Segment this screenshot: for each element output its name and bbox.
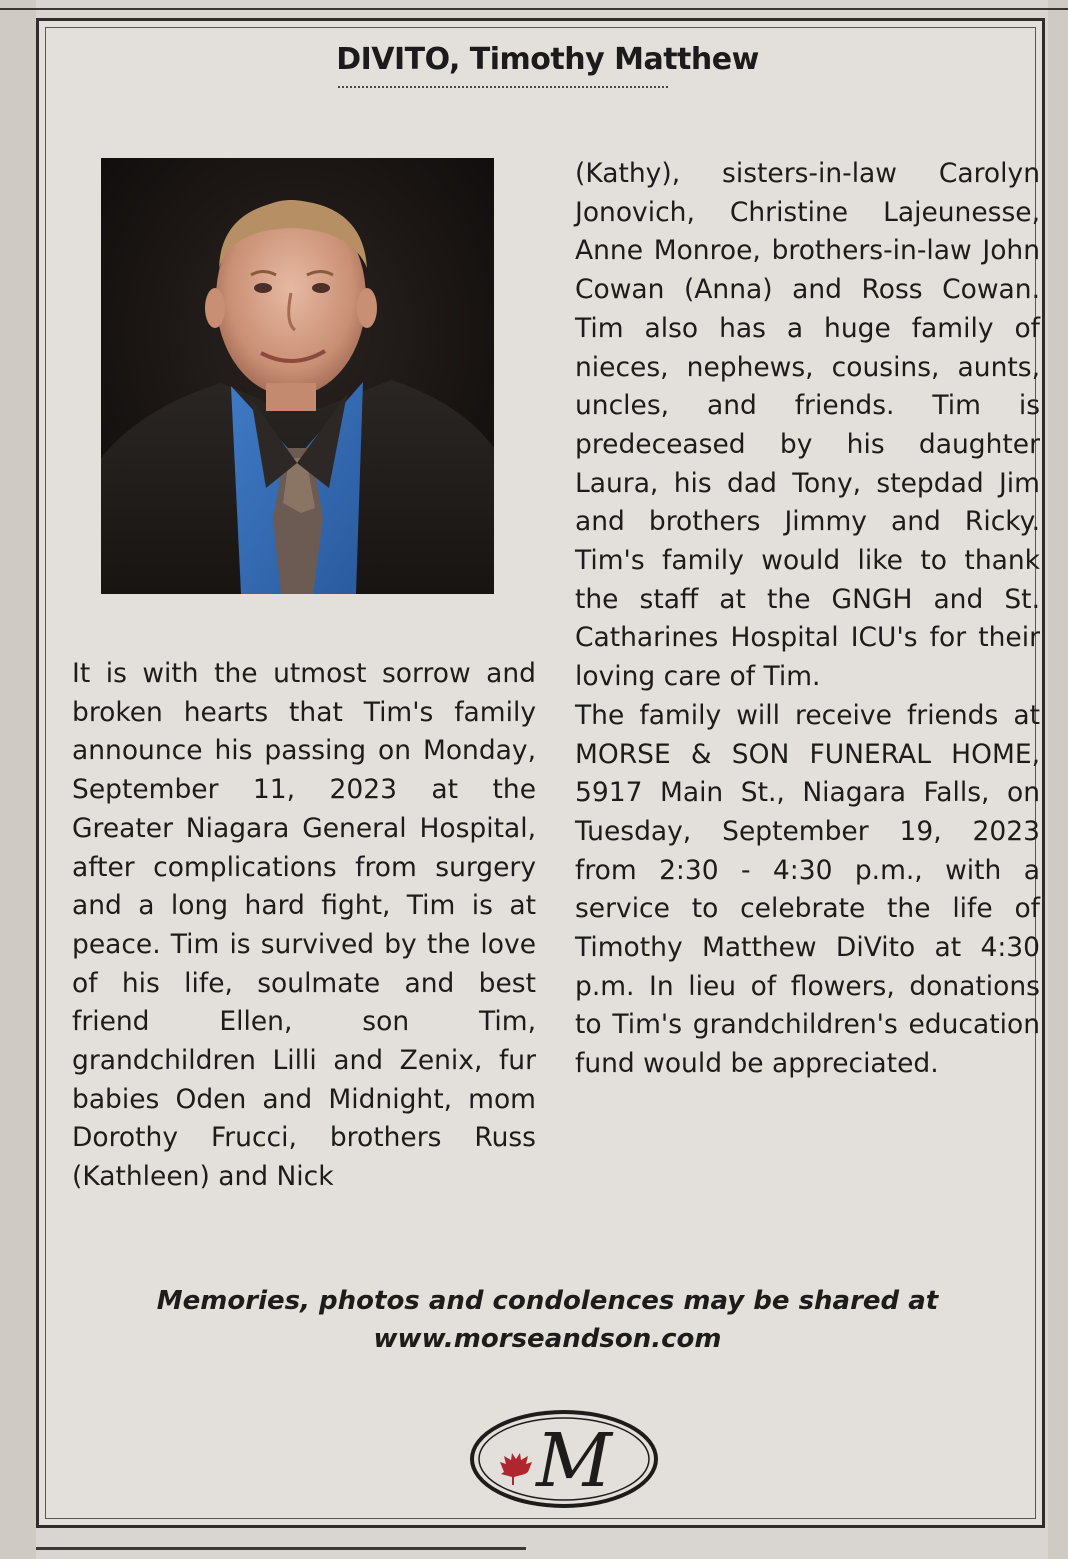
adjacent-column-right <box>1048 0 1068 1559</box>
maple-leaf-icon <box>500 1453 532 1485</box>
title-underline <box>338 86 668 88</box>
funeral-home-logo <box>466 1406 662 1512</box>
portrait-illustration <box>101 158 494 594</box>
obituary-paragraph-family: (Kathy), sisters-in-law Carolyn Jonovich, Christine Lajeunesse, Anne Monroe, brothers-in-law John Cowan (Anna) and Ross Cowan. Tim also has a huge family of nieces, nephews, cousins, aunts, uncles, and friends. Tim is predeceased by his daughter Laura, his dad Tony, stepdad Jim and brothers Jimmy and Ricky. Tim's family would like to thank the staff at the GNGH and St. Catharines Hospital ICU's for their loving care of Tim. <box>575 158 1040 693</box>
top-rule <box>0 0 1068 10</box>
notice-inner-border <box>45 27 1040 1519</box>
website-link[interactable]: www.morseandson.com <box>373 1324 722 1354</box>
obituary-column-right <box>575 155 1040 1084</box>
condolences-text: Memories, photos and condolences may be shared at <box>156 1286 939 1316</box>
condolences-footer <box>46 1282 1049 1358</box>
obituary-column-left: It is with the utmost sorrow and broken hearts that Tim's family announce his passing on Monday, September 11, 2023 at the Greater Niagara General Hospital, after complications from surgery and a long hard fight, Tim is at peace. Tim is survived by the love of his life, soulmate and best friend Ellen, son Tim, grandchildren Lilli and Zenix, fur babies Oden and Midnight, mom Dorothy Frucci, brothers Russ (Kathleen) and Nick <box>72 658 536 1193</box>
bottom-rule <box>36 1547 526 1554</box>
logo-letter: M <box>536 1418 612 1504</box>
portrait-photo <box>101 158 494 594</box>
adjacent-column-left <box>0 0 36 1559</box>
obituary-paragraph-visitation: The family will receive friends at MORSE & SON FUNERAL HOME, 5917 Main St., Niagara Falls, on Tuesday, September 19, 2023 from 2:30 - 4:30 p.m., with a service to celebrate the life of Timothy Matthew DiVito at 4:30 p.m. In lieu of flowers, donations to Tim's grandchildren's education fund would be appreciated. <box>575 699 1040 1080</box>
obituary-notice <box>36 18 1045 1528</box>
obituary-title: DIVITO, Timothy Matthew <box>336 42 759 77</box>
